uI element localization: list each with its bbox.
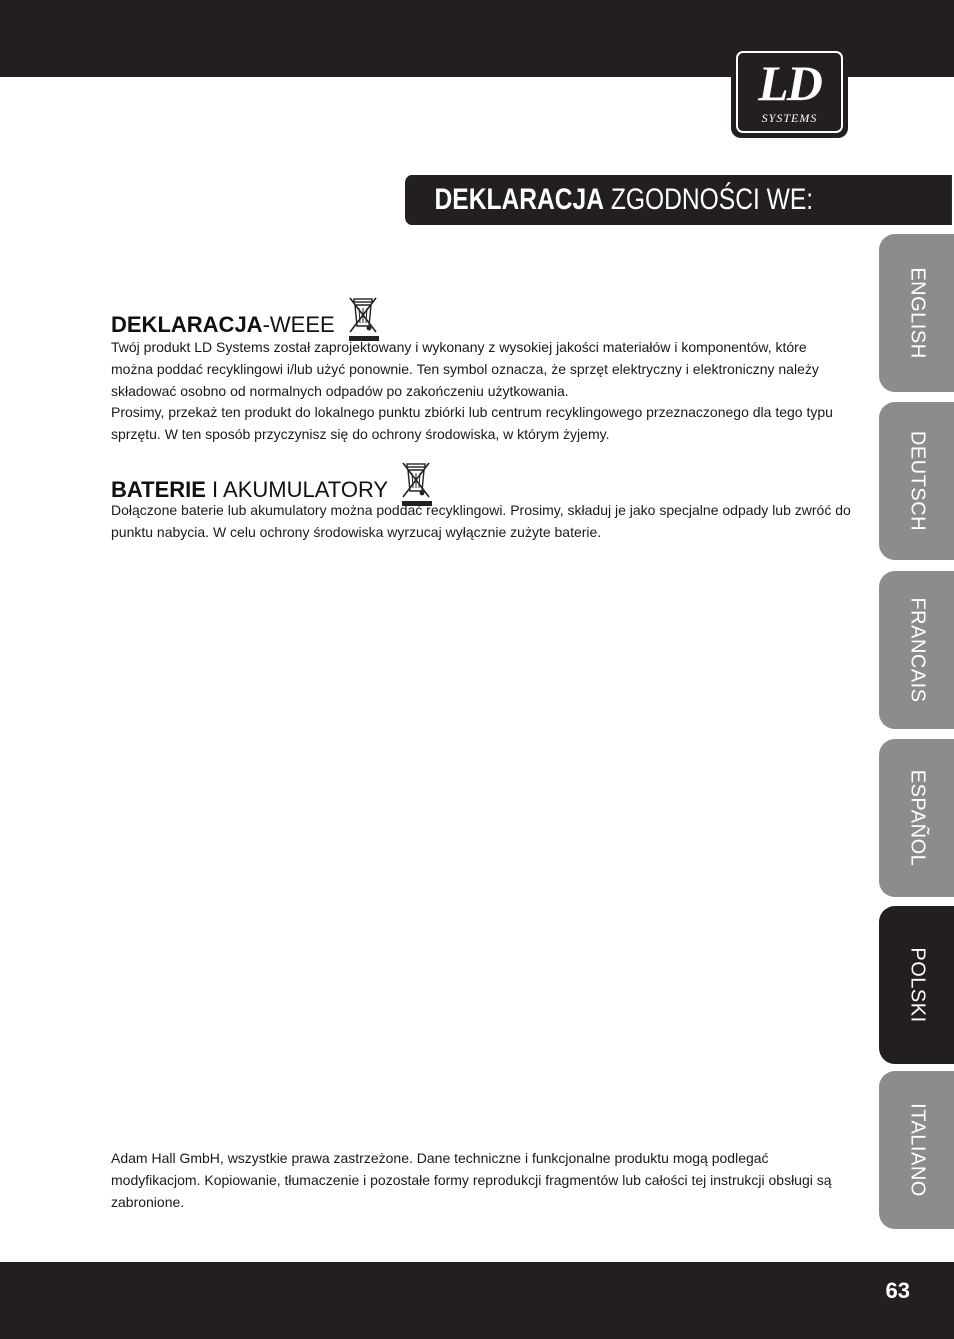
bottom-bar [0, 1262, 954, 1339]
tab-italiano[interactable] [879, 1071, 954, 1229]
copyright-notice: Adam Hall GmbH, wszystkie prawa zastrzeżone. Dane techniczne i funkcjonalne produktu mogą podlegać modyfikacjom. Kopiowanie, tłumaczenie i pozostałe formy reprodukcji fragmentów lub całości tej instrukcji obsługi są zabronione. [111, 1150, 832, 1210]
weee-paragraph-2: Prosimy, przekaż ten produkt do lokalnego punktu zbiórki lub centrum recyklingowego przeznaczonego dla tego typu sprzętu. W ten sposób przyczynisz się do ochrony środowiska, w którym żyjemy. [111, 404, 833, 442]
tab-espanol-label: ESPAÑOL [906, 769, 928, 867]
batteries-heading-bold: BATERIE [111, 477, 206, 502]
logo-main-text: LD [758, 55, 821, 111]
page-title-bold: DEKLARACJA [434, 183, 605, 216]
tab-italiano-label: ITALIANO [906, 1103, 928, 1197]
batteries-heading-thin: I AKUMULATORY [205, 477, 388, 502]
weee-heading-thin: -WEEE [262, 312, 335, 337]
tab-francais[interactable] [879, 571, 954, 729]
weee-heading-bold: DEKLARACJA [111, 312, 263, 337]
tab-english-label: ENGLISH [906, 267, 928, 359]
page-title [405, 175, 952, 225]
tab-espanol[interactable] [879, 739, 954, 897]
page-title-thin: ZGODNOŚCI WE: [604, 183, 814, 216]
tab-deutsch-label: DEUTSCH [906, 430, 928, 532]
ld-systems-logo [731, 46, 848, 138]
tab-polski-label: POLSKI [906, 947, 928, 1023]
page-number: 63 [885, 1278, 910, 1303]
logo-frame [736, 51, 843, 133]
tab-english[interactable] [879, 234, 954, 392]
batteries-paragraph: Dołączone baterie lub akumulatory można poddać recyklingowi. Prosimy, składuj je jako specjalne odpady lub zwróć do punktu nabycia. W celu ochrony środowiska wyrzucaj wyłącznie zużyte baterie. [111, 502, 851, 540]
tab-deutsch[interactable] [879, 402, 954, 560]
tab-francais-label: FRANCAIS [906, 597, 928, 703]
weee-paragraph-1: Twój produkt LD Systems został zaprojektowany i wykonany z wysokiej jakości materiałów i komponentów, które można poddać recyklingowi i/lub użyć ponownie. Ten symbol oznacza, że sprzęt elektryczny i elektroniczny należy składować osobno od normalnych odpadów po zakończeniu użytkowania. [111, 339, 819, 399]
tab-polski[interactable] [879, 906, 954, 1064]
logo-sub-text: SYSTEMS [761, 111, 818, 125]
